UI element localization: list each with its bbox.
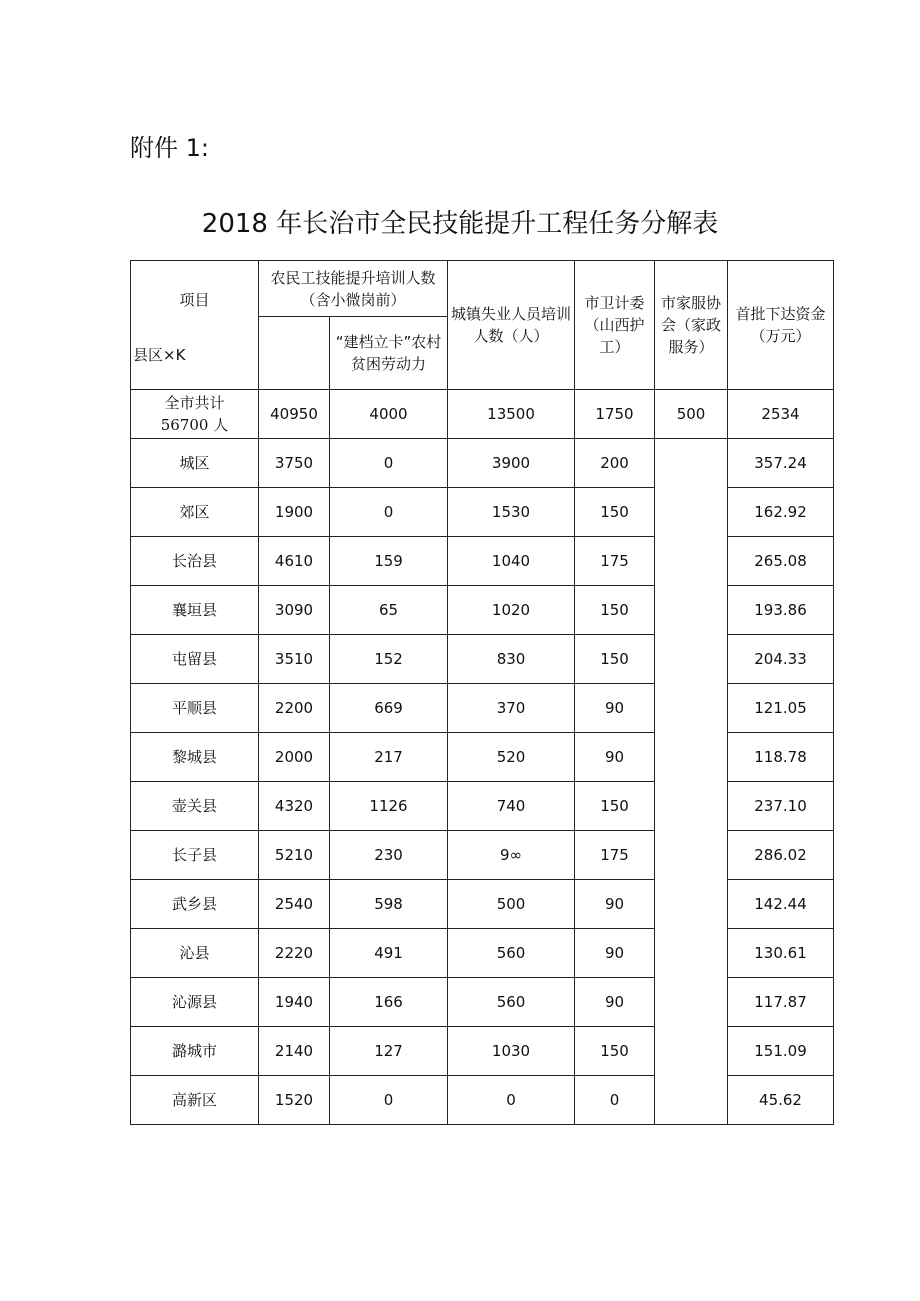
poverty-value: 0	[330, 439, 448, 488]
migrant-value: 5210	[259, 831, 330, 880]
poverty-value: 230	[330, 831, 448, 880]
urban-value: 0	[448, 1076, 575, 1125]
migrant-value: 2000	[259, 733, 330, 782]
header-funds: 首批下达资金（万元）	[728, 261, 834, 390]
health-value: 90	[575, 733, 655, 782]
urban-value: 9∞	[448, 831, 575, 880]
table-row	[131, 1076, 834, 1125]
poverty-value: 159	[330, 537, 448, 586]
urban-value: 370	[448, 684, 575, 733]
corner-header-item: 项目	[179, 291, 210, 309]
poverty-value: 152	[330, 635, 448, 684]
corner-header-cell	[131, 261, 259, 390]
total-label-line1: 全市共计	[164, 394, 225, 412]
funds-value: 286.02	[728, 831, 834, 880]
migrant-value: 1900	[259, 488, 330, 537]
table-row	[131, 439, 834, 488]
urban-value: 560	[448, 978, 575, 1027]
urban-value: 500	[448, 880, 575, 929]
funds-value: 151.09	[728, 1027, 834, 1076]
total-poverty: 4000	[330, 390, 448, 439]
total-funds: 2534	[728, 390, 834, 439]
health-value: 150	[575, 782, 655, 831]
table-row	[131, 733, 834, 782]
county-name: 长治县	[131, 537, 259, 586]
header-health-commission: 市卫计委（山西护工）	[575, 261, 655, 390]
table-row	[131, 586, 834, 635]
county-name: 武乡县	[131, 880, 259, 929]
table-row	[131, 831, 834, 880]
total-domestic: 500	[655, 390, 728, 439]
health-value: 150	[575, 635, 655, 684]
urban-value: 1030	[448, 1027, 575, 1076]
poverty-value: 1126	[330, 782, 448, 831]
total-label-line2: 56700 人	[160, 416, 229, 434]
migrant-value: 3090	[259, 586, 330, 635]
urban-value: 520	[448, 733, 575, 782]
header-poverty-labor: “建档立卡”农村贫困劳动力	[330, 317, 448, 390]
table-row	[131, 635, 834, 684]
health-value: 90	[575, 684, 655, 733]
migrant-value: 4320	[259, 782, 330, 831]
county-name: 高新区	[131, 1076, 259, 1125]
total-health: 1750	[575, 390, 655, 439]
table-row	[131, 537, 834, 586]
poverty-value: 217	[330, 733, 448, 782]
table-row	[131, 880, 834, 929]
migrant-value: 3510	[259, 635, 330, 684]
funds-value: 357.24	[728, 439, 834, 488]
table-row	[131, 684, 834, 733]
county-name: 潞城市	[131, 1027, 259, 1076]
health-value: 90	[575, 929, 655, 978]
migrant-value: 2220	[259, 929, 330, 978]
county-name: 壶关县	[131, 782, 259, 831]
total-label-cell	[131, 390, 259, 439]
health-value: 150	[575, 586, 655, 635]
migrant-value: 1940	[259, 978, 330, 1027]
funds-value: 118.78	[728, 733, 834, 782]
urban-value: 740	[448, 782, 575, 831]
health-value: 150	[575, 488, 655, 537]
funds-value: 142.44	[728, 880, 834, 929]
health-value: 150	[575, 1027, 655, 1076]
county-name: 沁源县	[131, 978, 259, 1027]
total-urban: 13500	[448, 390, 575, 439]
document-title: 2018 年长治市全民技能提升工程任务分解表	[201, 209, 719, 239]
funds-value: 130.61	[728, 929, 834, 978]
table-row	[131, 488, 834, 537]
header-migrant-workers: 农民工技能提升培训人数（含小微岗前）	[259, 261, 448, 317]
header-urban-unemployed: 城镇失业人员培训人数（人）	[448, 261, 575, 390]
county-name: 长子县	[131, 831, 259, 880]
poverty-value: 0	[330, 1076, 448, 1125]
urban-value: 1530	[448, 488, 575, 537]
table-row	[131, 782, 834, 831]
poverty-value: 166	[330, 978, 448, 1027]
county-name: 城区	[131, 439, 259, 488]
funds-value: 117.87	[728, 978, 834, 1027]
funds-value: 162.92	[728, 488, 834, 537]
table-row	[131, 929, 834, 978]
health-value: 90	[575, 880, 655, 929]
county-name: 襄垣县	[131, 586, 259, 635]
urban-value: 3900	[448, 439, 575, 488]
migrant-value: 4610	[259, 537, 330, 586]
migrant-value: 2200	[259, 684, 330, 733]
funds-value: 204.33	[728, 635, 834, 684]
funds-value: 45.62	[728, 1076, 834, 1125]
migrant-value: 1520	[259, 1076, 330, 1125]
funds-value: 193.86	[728, 586, 834, 635]
urban-value: 830	[448, 635, 575, 684]
header-migrant-sub-empty	[259, 317, 330, 390]
county-name: 屯留县	[131, 635, 259, 684]
county-name: 沁县	[131, 929, 259, 978]
health-value: 175	[575, 831, 655, 880]
funds-value: 237.10	[728, 782, 834, 831]
health-value: 200	[575, 439, 655, 488]
funds-value: 265.08	[728, 537, 834, 586]
poverty-value: 0	[330, 488, 448, 537]
poverty-value: 669	[330, 684, 448, 733]
corner-header-county: 县区×K	[133, 346, 186, 364]
funds-value: 121.05	[728, 684, 834, 733]
migrant-value: 2140	[259, 1027, 330, 1076]
total-row	[131, 390, 834, 439]
poverty-value: 65	[330, 586, 448, 635]
poverty-value: 491	[330, 929, 448, 978]
domestic-merged-empty	[655, 439, 728, 1125]
header-row-1	[131, 261, 834, 317]
urban-value: 1020	[448, 586, 575, 635]
county-name: 郊区	[131, 488, 259, 537]
county-name: 黎城县	[131, 733, 259, 782]
poverty-value: 127	[330, 1027, 448, 1076]
health-value: 175	[575, 537, 655, 586]
migrant-value: 2540	[259, 880, 330, 929]
table-row	[131, 978, 834, 1027]
poverty-value: 598	[330, 880, 448, 929]
attachment-label: 附件 1:	[130, 134, 209, 162]
urban-value: 1040	[448, 537, 575, 586]
migrant-value: 3750	[259, 439, 330, 488]
task-breakdown-table	[130, 260, 834, 1125]
total-migrant: 40950	[259, 390, 330, 439]
urban-value: 560	[448, 929, 575, 978]
county-name: 平顺县	[131, 684, 259, 733]
table-row	[131, 1027, 834, 1076]
header-domestic-service: 市家服协会（家政服务）	[655, 261, 728, 390]
health-value: 90	[575, 978, 655, 1027]
health-value: 0	[575, 1076, 655, 1125]
